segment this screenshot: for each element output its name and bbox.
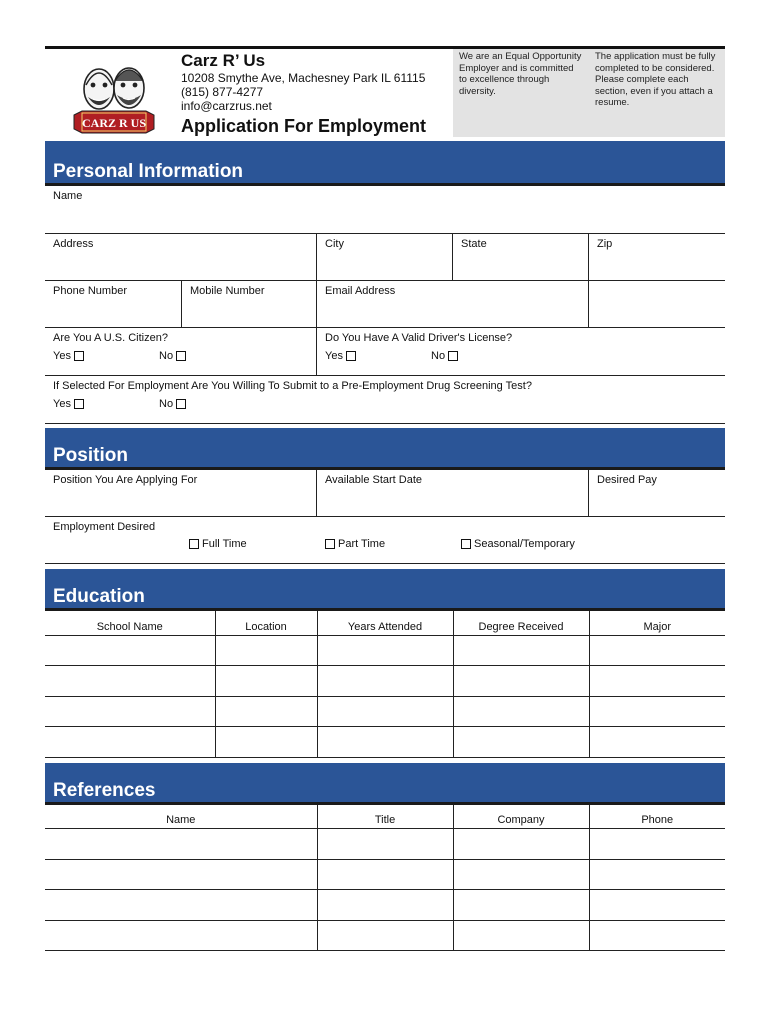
- employment-options: [53, 538, 717, 550]
- checkbox-icon[interactable]: [74, 351, 84, 361]
- equal-opportunity-notice: We are an Equal Opportunity Employer and is committed to excellence through diversity.: [453, 49, 589, 137]
- field-label: State: [461, 238, 487, 250]
- form-header: [45, 46, 725, 138]
- table-cell[interactable]: [45, 727, 215, 758]
- table-cell[interactable]: [215, 666, 317, 697]
- table-cell[interactable]: [453, 890, 589, 921]
- table-cell[interactable]: [45, 696, 215, 727]
- desired-pay-field[interactable]: [588, 470, 725, 516]
- company-email: info@carzrus.net: [181, 99, 272, 113]
- checkbox-icon[interactable]: [176, 351, 186, 361]
- table-cell[interactable]: [317, 859, 453, 890]
- education-table: [45, 611, 725, 758]
- column-header: Title: [317, 805, 453, 829]
- position-applying-field[interactable]: [45, 470, 316, 516]
- option-label: Yes: [53, 398, 71, 410]
- table-row: [45, 859, 725, 890]
- option-label: Part Time: [338, 538, 386, 550]
- citizen-options: [53, 350, 308, 362]
- email-field-extension[interactable]: [588, 281, 725, 327]
- table-cell[interactable]: [45, 829, 317, 860]
- employment-desired: [45, 517, 725, 563]
- section-education: [45, 569, 725, 611]
- column-header: Years Attended: [317, 611, 453, 635]
- table-cell[interactable]: [215, 727, 317, 758]
- license-options: [325, 350, 717, 362]
- table-cell[interactable]: [45, 635, 215, 666]
- table-cell[interactable]: [589, 727, 725, 758]
- field-label: If Selected For Employment Are You Willing To Submit to a Pre-Employment Drug Screening Test?: [53, 380, 532, 392]
- table-cell[interactable]: [317, 890, 453, 921]
- section-title: Position: [53, 445, 128, 466]
- field-label: Name: [53, 190, 83, 202]
- option-label: Yes: [53, 350, 71, 362]
- table-cell[interactable]: [589, 859, 725, 890]
- form-title: Application For Employment: [181, 116, 427, 136]
- section-title: Education: [53, 586, 145, 607]
- seasonal-temporary-checkbox[interactable]: [461, 538, 575, 550]
- drug-test-options: [53, 398, 717, 410]
- table-cell[interactable]: [45, 859, 317, 890]
- company-phone: (815) 877-4277: [181, 85, 264, 99]
- table-row: [45, 920, 725, 951]
- column-header: School Name: [45, 611, 215, 635]
- section-title: Personal Information: [53, 161, 244, 182]
- company-address: 10208 Smythe Ave, Machesney Park IL 61115: [181, 71, 426, 85]
- table-cell[interactable]: [215, 696, 317, 727]
- table-cell[interactable]: [589, 696, 725, 727]
- table-cell[interactable]: [215, 635, 317, 666]
- field-label: Mobile Number: [190, 285, 265, 297]
- option-label: No: [159, 398, 174, 410]
- full-time-checkbox[interactable]: [189, 538, 325, 550]
- table-cell[interactable]: [317, 920, 453, 951]
- table-cell[interactable]: [453, 859, 589, 890]
- option-label: Full Time: [202, 538, 247, 550]
- citizen-no-checkbox[interactable]: [159, 350, 186, 362]
- table-cell[interactable]: [45, 920, 317, 951]
- field-label: Email Address: [325, 285, 396, 297]
- drug-test-yes-checkbox[interactable]: [53, 398, 159, 410]
- citizen-question: [45, 328, 316, 375]
- references-table: [45, 805, 725, 952]
- field-label: Do You Have A Valid Driver's License?: [325, 332, 513, 344]
- start-date-field[interactable]: [316, 470, 588, 516]
- table-row: [45, 727, 725, 758]
- field-label: City: [325, 238, 344, 250]
- table-cell[interactable]: [589, 890, 725, 921]
- zip-field[interactable]: [588, 234, 725, 280]
- table-cell[interactable]: [589, 635, 725, 666]
- table-cell[interactable]: [453, 635, 589, 666]
- table-row: [45, 829, 725, 860]
- application-page: [45, 46, 725, 951]
- option-label: No: [159, 350, 174, 362]
- position-row: [45, 470, 725, 517]
- table-row: [45, 890, 725, 921]
- mobile-field[interactable]: [181, 281, 316, 327]
- drug-test-question: [45, 376, 725, 423]
- field-label: Employment Desired: [53, 521, 156, 533]
- license-yes-checkbox[interactable]: [325, 350, 431, 362]
- table-row: [45, 696, 725, 727]
- table-cell[interactable]: [453, 920, 589, 951]
- field-label: Address: [53, 238, 94, 250]
- company-name: Carz R’ Us: [181, 51, 266, 70]
- field-label: Phone Number: [53, 285, 127, 297]
- table-cell[interactable]: [453, 829, 589, 860]
- checkbox-icon[interactable]: [176, 399, 186, 409]
- column-header: Company: [453, 805, 589, 829]
- table-header-row: [45, 611, 725, 635]
- checkbox-icon[interactable]: [189, 539, 199, 549]
- citizen-yes-checkbox[interactable]: [53, 350, 159, 362]
- license-no-checkbox[interactable]: [431, 350, 458, 362]
- checkbox-icon[interactable]: [74, 399, 84, 409]
- completion-notice: The application must be fully completed to be considered. Please complete each section, even if you attach a resume.: [589, 49, 725, 137]
- field-label: Available Start Date: [325, 474, 423, 486]
- table-cell[interactable]: [45, 890, 317, 921]
- table-cell[interactable]: [589, 829, 725, 860]
- field-label: Are You A U.S. Citizen?: [53, 332, 168, 344]
- address-row: [45, 234, 725, 281]
- section-references: [45, 763, 725, 805]
- table-cell[interactable]: [589, 666, 725, 697]
- section-position: [45, 428, 725, 470]
- table-cell[interactable]: [453, 696, 589, 727]
- contact-row: [45, 281, 725, 328]
- table-cell[interactable]: [45, 666, 215, 697]
- table-cell[interactable]: [589, 920, 725, 951]
- table-cell[interactable]: [317, 829, 453, 860]
- checkbox-icon[interactable]: [448, 351, 458, 361]
- column-header: Major: [589, 611, 725, 635]
- table-cell[interactable]: [317, 696, 453, 727]
- table-cell[interactable]: [317, 666, 453, 697]
- address-field[interactable]: [45, 234, 316, 280]
- table-row: [45, 666, 725, 697]
- city-field[interactable]: [316, 234, 452, 280]
- part-time-checkbox[interactable]: [325, 538, 461, 550]
- name-field[interactable]: [45, 186, 725, 233]
- table-header-row: [45, 805, 725, 829]
- email-field[interactable]: [316, 281, 588, 327]
- checkbox-icon[interactable]: [325, 539, 335, 549]
- option-label: Seasonal/Temporary: [474, 538, 575, 550]
- field-label: Position You Are Applying For: [53, 474, 198, 486]
- section-title: References: [53, 779, 156, 801]
- svg-text:CARZ R US: CARZ R US: [81, 116, 147, 130]
- column-header: Location: [215, 611, 317, 635]
- checkbox-icon[interactable]: [461, 539, 471, 549]
- option-label: Yes: [325, 350, 343, 362]
- column-header: Degree Received: [453, 611, 589, 635]
- checkbox-icon[interactable]: [346, 351, 356, 361]
- citizen-license-row: [45, 328, 725, 376]
- company-logo: [72, 55, 156, 137]
- name-row: [45, 186, 725, 234]
- table-cell[interactable]: [317, 635, 453, 666]
- section-personal-information: [45, 141, 725, 186]
- company-info: [181, 51, 451, 137]
- phone-field[interactable]: [45, 281, 181, 327]
- column-header: Name: [45, 805, 317, 829]
- field-label: Desired Pay: [597, 474, 657, 486]
- employment-desired-row: [45, 517, 725, 564]
- field-label: Zip: [597, 238, 613, 250]
- drug-test-no-checkbox[interactable]: [159, 398, 186, 410]
- column-header: Phone: [589, 805, 725, 829]
- drug-test-row: [45, 376, 725, 424]
- table-row: [45, 635, 725, 666]
- table-cell[interactable]: [453, 666, 589, 697]
- license-question: [316, 328, 725, 375]
- option-label: No: [431, 350, 446, 362]
- state-field[interactable]: [452, 234, 588, 280]
- table-cell[interactable]: [317, 727, 453, 758]
- table-cell[interactable]: [453, 727, 589, 758]
